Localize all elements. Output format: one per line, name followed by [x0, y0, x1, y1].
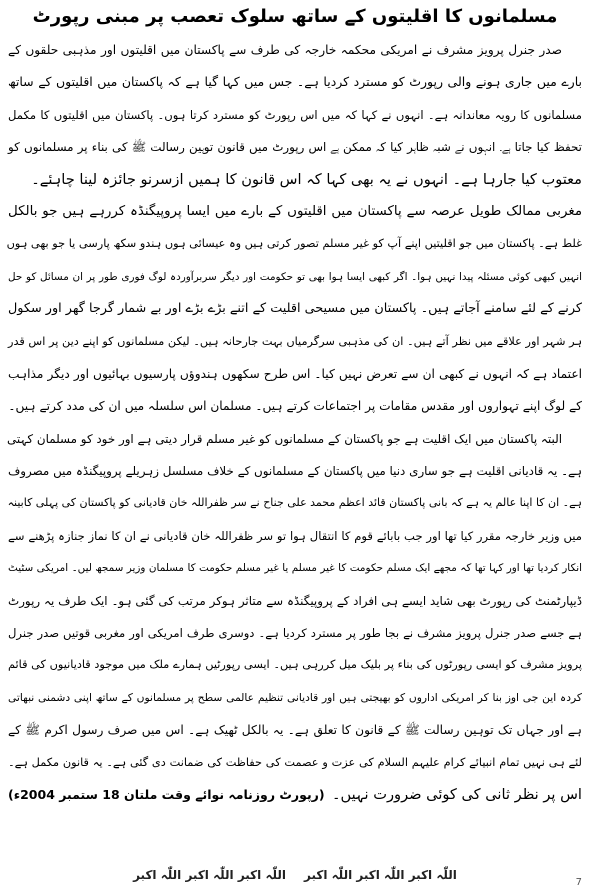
text-line: میں وزیر خارجہ مقرر کیا تھا اور جب بابائے قوم کا انتقال ہوا تو سر ظفراللہ خان قادیانی نے ان کا نماز جنازہ پڑھنے سے	[8, 528, 582, 543]
paragraph-1	[6, 34, 584, 196]
ornament-calligraphy: اللّٰہ اکبر اللّٰہ اکبر اللّٰہ اکبر	[304, 868, 457, 882]
text-line: غلط ہے۔ پاکستان میں جو اقلیتیں اپنے آپ کو غیر مسلم تصور کرتی ہیں وہ عیسائی ہوں ہندو سکھ پارسی یا جو بھی ہوں	[6, 237, 582, 251]
text-line: اس پر نظر ثانی کی کوئی ضرورت نہیں۔	[331, 785, 582, 803]
paragraph-3	[6, 423, 584, 812]
text-line: انکار کردیا تھا اور کہا تھا کہ مجھے ایک مسلم حکومت کا غیر مسلم یا غیر مسلم حکومت کا مسلمان وزیر سمجھ لیں۔ امریکی سٹیٹ	[8, 562, 582, 575]
text-line: اعتماد ہے کہ انہوں نے کبھی ان سے تعرض نہیں کیا۔ اس طرح سکھوں ہندوؤں پارسیوں بہائیوں اور دیگر مذاہب	[8, 366, 582, 381]
document-page	[6, 4, 584, 888]
text-line: تحفظ کیا جاتا ہے۔ انہوں نے شبہ ظاہر کیا کہ ممکن ہے اس رپورٹ میں قانون توہین رسالت ﷺ کی بناء پر مسلمانوں کو	[8, 140, 582, 155]
paragraph-2	[6, 196, 584, 423]
text-line: انہیں کبھی کوئی مسئلہ پیدا نہیں ہوا۔ اگر کبھی ایسا ہوا بھی تو حکومت اور دیگر سربرآوردہ لوگ فوری طور پر ان مسائل کو حل	[8, 270, 582, 283]
text-line: مغربی ممالک طویل عرصہ سے پاکستان میں اقلیتوں کے بارے میں ایسا پروپیگنڈہ کررہے ہیں جو بالکل	[8, 203, 582, 219]
text-line: صدر جنرل پرویز مشرف نے امریکی محکمہ خارجہ کی طرف سے پاکستان میں اقلیتوں اور مذہبی حلقوں کے	[8, 43, 562, 57]
text-line: ہے جسے صدر جنرل پرویز مشرف نے بجا طور پر مسترد کردیا ہے۔ دوسری طرف امریکی اور مغربی قوتیں صدر جنرل	[8, 626, 582, 641]
text-line: ہر شہر اور علاقے میں نظر آتے ہیں۔ ان کی مذہبی سرگرمیاں بہت جارحانہ ہیں۔ لیکن مسلمانوں کو اپنے دین پر اس قدر	[8, 334, 582, 348]
page-number: 7	[575, 877, 582, 888]
page-title: مسلمانوں کا اقلیتوں کے ساتھ سلوک تعصب پر مبنی رپورٹ	[32, 6, 558, 27]
text-line: ہے اور جہاں تک توہین رسالت ﷺ کے قانون کا تعلق ہے۔ یہ بالکل ٹھیک ہے۔ اس میں صرف رسول اکرم ﷺ کے	[8, 723, 582, 738]
text-line: ڈیپارٹمنٹ کی رپورٹ بھی شاید ایسے ہی افراد کے پروپیگنڈہ سے متاثر ہوکر مرتب کی گئی ہو۔ ایک طرف یہ رپورٹ	[8, 593, 582, 608]
text-line: کے لوگ اپنے تہواروں اور مقدس مقامات پر اجتماعات کرتے ہیں۔ مسلمان اس سلسلہ میں ان کی مدد کرتے ہیں۔	[8, 399, 582, 414]
text-line: کرنے کے لئے سامنے آجاتے ہیں۔ پاکستان میں مسیحی اقلیت کے اتنے بڑے بڑے اور بے شمار گرجا گھر اور سکول	[8, 301, 582, 317]
text-line: ہے۔ ان کا اپنا عالم یہ ہے کہ بانی پاکستان قائد اعظم محمد علی جناح نے سر ظفراللہ خان قادیانی کو پاکستان کی پہلی کابینہ	[7, 496, 582, 510]
text-line: لئے ہی نہیں تمام انبیائے کرام علیہم السلام کی عزت و عصمت کی حفاظت کی ضمانت دی گئی ہے۔ یہ قانون مکمل ہے۔	[8, 755, 582, 769]
text-line: پرویز مشرف کو ایسی رپورٹوں کی بناء پر بلیک میل کررہی ہیں۔ ایسی رپورٹیں ہمارے ملک میں موجود قادیانیوں کی قائم	[8, 658, 582, 672]
text-line: مسلمانوں کا رویہ معاندانہ ہے۔ انہوں نے کہا کہ میں اس رپورٹ کو مسترد کرتا ہوں۔ پاکستان میں اقلیتوں کا مکمل	[8, 107, 582, 122]
text-line: ہے۔ یہ قادیانی اقلیت ہے جو ساری دنیا میں پاکستان کے مسلمانوں کے خلاف مسلسل زہریلے پروپیگنڈہ میں مصروف	[7, 464, 582, 479]
text-line: بارے میں جاری ہونے والی رپورٹ کو مسترد کردیا ہے۔ جس میں کہا گیا ہے کہ پاکستان میں اقلیتوں کے ساتھ	[8, 74, 582, 90]
text-line: معتوب کیا جارہا ہے۔ انہوں نے یہ بھی کہا کہ اس قانون کا ہمیں ازسرنو جائزہ لینا چاہئے۔	[31, 170, 582, 188]
source-citation: (رپورٹ روزنامہ نوائے وقت ملتان 18 ستمبر 2004ء)	[8, 786, 325, 802]
text-line: البتہ پاکستان میں ایک اقلیت ہے جو پاکستان کے مسلمانوں کو غیر مسلم قرار دیتی ہے اور خود کو مسلمان کہتی	[6, 431, 562, 446]
ornament-calligraphy: اللّٰہ اکبر اللّٰہ اکبر اللّٰہ اکبر	[133, 868, 286, 882]
text-line: کردہ این جی اوز بنا کر امریکی اداروں کو بھیجتی ہیں اور قادیانی تنظیم عالمی سطح پر مسلمانوں کے ساتھ اپنی دشمنی نبھاتی	[8, 690, 582, 704]
ornament-row	[6, 868, 584, 882]
final-line	[6, 779, 584, 811]
